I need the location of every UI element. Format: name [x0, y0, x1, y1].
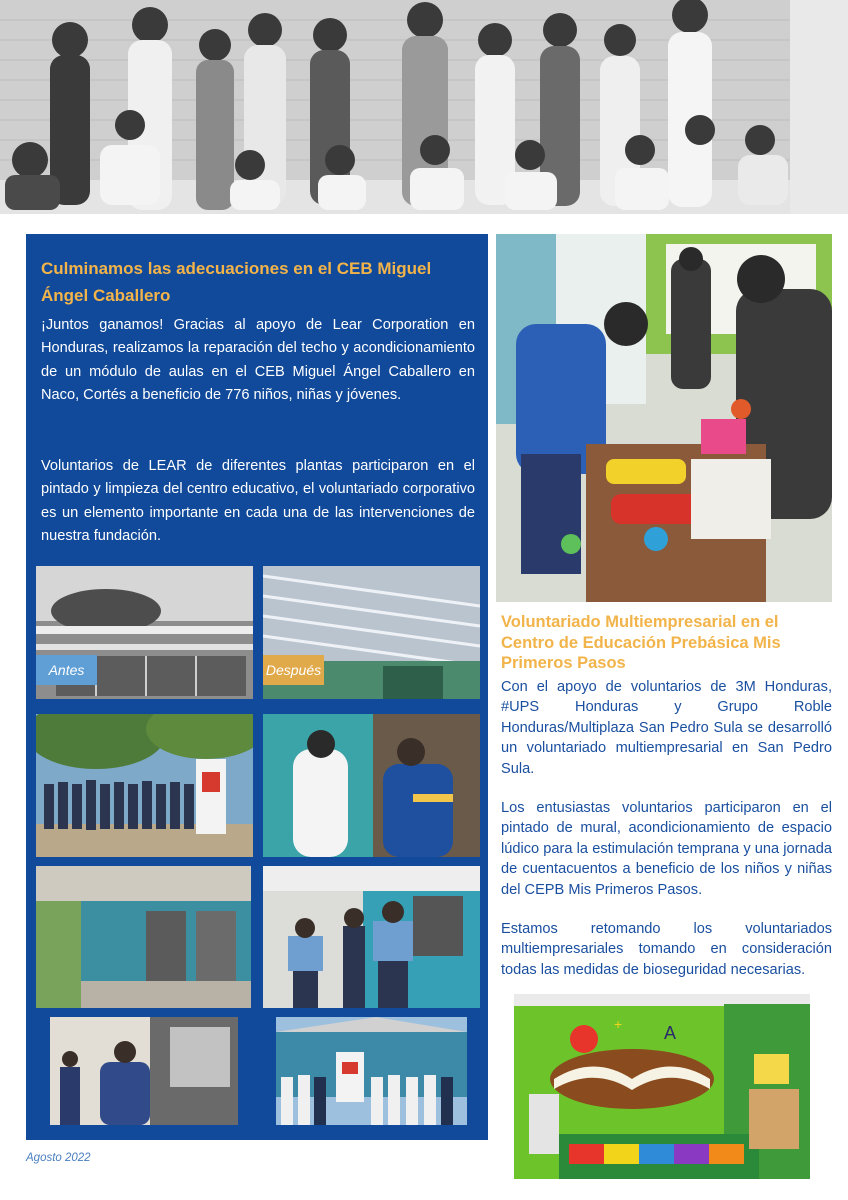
right-article-paragraph-1: Con el apoyo de voluntarios de 3M Honduras, #UPS Honduras y Grupo Roble Honduras/Multiplaza San Pedro Sula se desarrolló un voluntariado multiempresarial en San Pedro Sula. — [501, 679, 832, 777]
left-article-paragraph-2: Voluntarios de LEAR de diferentes plantas participaron en el pintado y limpieza del centro educativo, el voluntariado corporativo es un elemento importante en cada una de las intervenciones de nuestra fundación. — [41, 458, 475, 545]
left-article-paragraph-1: ¡Juntos ganamos! Gracias al apoyo de Lear Corporation en Honduras, realizamos la reparación del techo y acondicionamiento de un módulo de aulas en el CEB Miguel Ángel Caballero en Naco, Cortés a beneficio de 776 niños, niñas y jóvenes. — [41, 317, 475, 404]
volunteers-painting-wall-photo — [263, 866, 480, 1008]
playroom-mural-photo — [514, 994, 810, 1179]
svg-text:A: A — [664, 1023, 677, 1043]
svg-text:+: + — [614, 1016, 623, 1032]
volunteer-cleaning-photo — [50, 1017, 238, 1125]
hero-group-photo — [0, 0, 848, 214]
right-article-paragraph-3: Estamos retomando los voluntariados multiempresariales tomando en consideración todas las medidas de bioseguridad necesarias. — [501, 921, 832, 978]
volunteers-group-building-photo — [276, 1017, 467, 1125]
right-article-paragraph-2: Los entusiastas voluntarios participaron en el pintado de mural, acondicionamiento de espacio lúdico para la estimulación temprana y una jornada de cuentacuentos a beneficio de los niños y niñas del CEPB Mis Primeros Pasos. — [501, 800, 832, 898]
after-label: Después — [263, 655, 324, 685]
volunteers-toys-photo — [496, 234, 832, 602]
footer-date: Agosto 2022 — [26, 1152, 91, 1164]
right-article-title: Voluntariado Multiempresarial en el Centro de Educación Prebásica Mis Primeros Pasos — [501, 613, 781, 672]
volunteer-painting-photo — [263, 714, 480, 857]
before-label: Antes — [36, 655, 97, 685]
volunteers-group-photo — [36, 714, 253, 857]
left-article-title: Culminamos las adecuaciones en el CEB Miguel Ángel Caballero — [41, 259, 432, 305]
school-corridor-photo — [36, 866, 251, 1008]
